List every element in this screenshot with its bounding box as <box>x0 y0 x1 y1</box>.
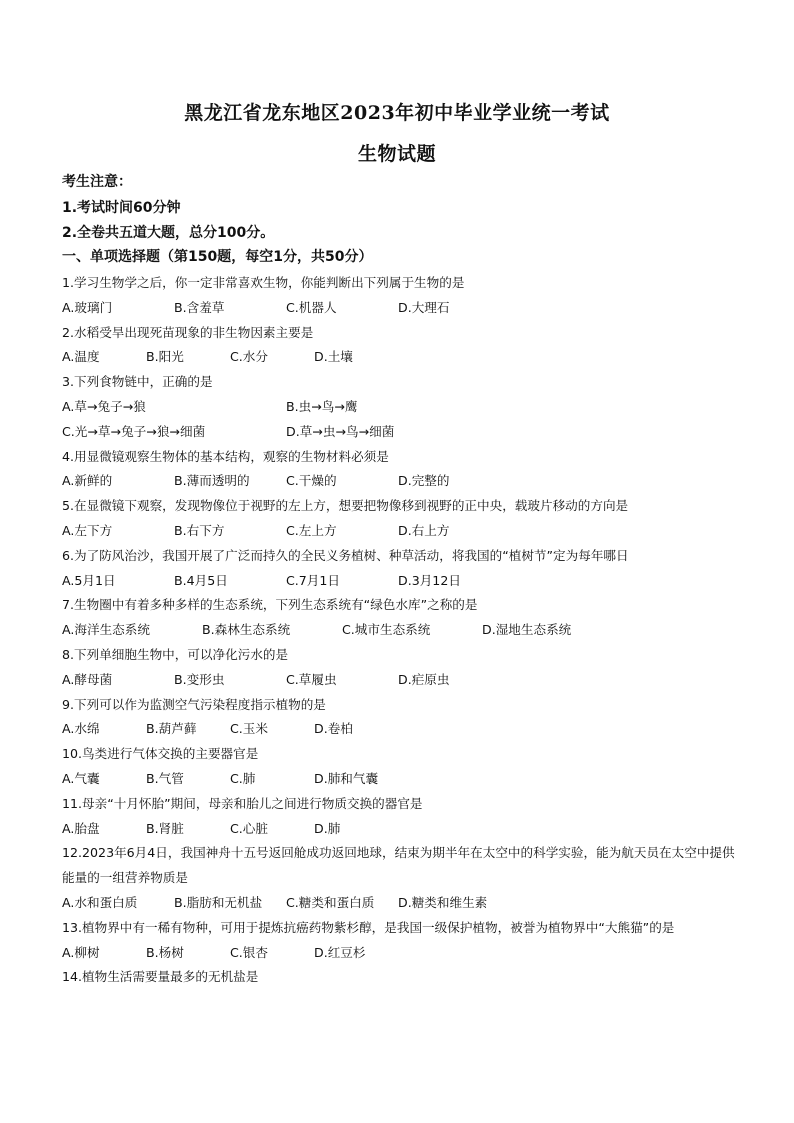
option: C.水分 <box>230 349 268 365</box>
option: A.5月1日 <box>62 572 116 588</box>
question-options <box>62 618 742 643</box>
question-text: 10.鸟类进行气体交换的主要器官是 <box>62 746 259 762</box>
question-text: 12.2023年6月4日，我国神舟十五号返回舱成功返回地球，结束为期半年在太空中的科学实验，能为航天员在太空中提供能量的一组营养物质是 <box>62 845 735 886</box>
option: D.完整的 <box>398 473 450 489</box>
option: A.玻璃门 <box>62 299 113 315</box>
option: A.酵母菌 <box>62 671 113 687</box>
question-text: 13.植物界中有一稀有物种，可用于提炼抗癌药物紫杉醇，是我国一级保护植物，被誉为植物界中“大熊猫”的是 <box>62 919 675 935</box>
question-text: 11.母亲“十月怀胎”期间，母亲和胎儿之间进行物质交换的器官是 <box>62 795 423 811</box>
option: B.虫→鸟→鹰 <box>286 398 358 414</box>
question-text: 4.用显微镜观察生物体的基本结构，观察的生物材料必须是 <box>62 448 389 464</box>
option: C.肺 <box>230 770 256 786</box>
option: A.左下方 <box>62 522 113 538</box>
option: A.胎盘 <box>62 820 100 836</box>
notice-item: 2.全卷共五道大题，总分100分。 <box>62 225 275 241</box>
question-text: 1.学习生物学之后，你一定非常喜欢生物，你能判断出下列属于生物的是 <box>62 275 465 290</box>
question-text: 5.在显微镜下观察，发现物像位于视野的左上方，想要把物像移到视野的正中央，载玻片移动的方向是 <box>62 498 629 514</box>
option: D.土壤 <box>314 349 353 365</box>
question-options <box>62 767 742 792</box>
question-text: 14.植物生活需要量最多的无机盐是 <box>62 969 259 985</box>
option: C.机器人 <box>286 299 337 315</box>
option: D.卷柏 <box>314 721 353 737</box>
option: A.水绵 <box>62 721 100 737</box>
question-options <box>62 941 742 966</box>
option: C.城市生态系统 <box>342 622 431 638</box>
question-options <box>62 817 742 842</box>
question-text: 6.为了防风治沙，我国开展了广泛而持久的全民义务植树、种草活动，将我国的“植树节”定为每年哪日 <box>62 547 629 563</box>
option: D.肺和气囊 <box>314 770 379 786</box>
exam-subtitle: 生物试题 <box>357 143 436 165</box>
question-text: 2.水稻受旱出现死苗现象的非生物因素主要是 <box>62 324 314 340</box>
notice-heading: 考生注意： <box>62 174 132 190</box>
question-text: 9.下列可以作为监测空气污染程度指示植物的是 <box>62 696 326 712</box>
option: A.柳树 <box>62 944 100 960</box>
option: B.变形虫 <box>174 671 225 687</box>
question-options <box>62 569 742 594</box>
question-text: 7.生物圈中有着多种多样的生态系统，下列生态系统有“绿色水库”之称的是 <box>62 597 478 613</box>
option: B.薄而透明的 <box>174 473 250 489</box>
question-text: 8.下列单细胞生物中，可以净化污水的是 <box>62 646 289 662</box>
option: C.玉米 <box>230 721 268 737</box>
question-options <box>62 296 742 321</box>
option: C.银杏 <box>230 944 268 960</box>
option: B.葫芦藓 <box>146 721 197 737</box>
option: D.肺 <box>314 820 341 836</box>
option: A.新鲜的 <box>62 473 113 489</box>
option: D.大理石 <box>398 299 450 315</box>
option: B.4月5日 <box>174 572 228 588</box>
option: D.疟原虫 <box>398 671 450 687</box>
option: A.温度 <box>62 349 100 365</box>
option: D.右上方 <box>398 522 450 538</box>
option: B.含羞草 <box>174 299 225 315</box>
option: C.左上方 <box>286 522 337 538</box>
question-text: 3.下列食物链中，正确的是 <box>62 374 213 390</box>
question-options <box>62 469 742 494</box>
question-options <box>62 420 742 445</box>
option: B.森林生态系统 <box>202 622 291 638</box>
question-list <box>62 271 742 990</box>
option: C.7月1日 <box>286 572 341 588</box>
option: A.水和蛋白质 <box>62 894 138 910</box>
option: C.干燥的 <box>286 473 337 489</box>
option: D.3月12日 <box>398 572 461 588</box>
option: D.糖类和维生素 <box>398 894 488 910</box>
section-heading: 一、单项选择题（第150题，每空1分，共50分） <box>62 249 373 265</box>
question-options <box>62 668 742 693</box>
option: C.心脏 <box>230 820 268 836</box>
option: A.草→兔子→狼 <box>62 398 146 414</box>
option: A.海洋生态系统 <box>62 622 150 638</box>
option: D.湿地生态系统 <box>482 622 572 638</box>
option: A.气囊 <box>62 770 100 786</box>
option: B.阳光 <box>146 349 184 365</box>
question-options <box>62 717 742 742</box>
option: D.草→虫→鸟→细菌 <box>286 423 395 439</box>
option: C.草履虫 <box>286 671 337 687</box>
question-options <box>62 345 742 370</box>
notice-item: 1.考试时间60分钟 <box>62 200 181 216</box>
option: C.糖类和蛋白质 <box>286 894 375 910</box>
option: B.气管 <box>146 770 184 786</box>
option: B.右下方 <box>174 522 225 538</box>
exam-title: 黑龙江省龙东地区2023年初中毕业学业统一考试 <box>184 102 610 124</box>
option: D.红豆杉 <box>314 944 366 960</box>
option: B.杨树 <box>146 944 184 960</box>
option: C.光→草→兔子→狼→细菌 <box>62 423 206 439</box>
question-options <box>62 395 742 420</box>
question-options <box>62 519 742 544</box>
option: B.肾脏 <box>146 820 184 836</box>
question-options <box>62 891 742 916</box>
option: B.脂肪和无机盐 <box>174 894 263 910</box>
